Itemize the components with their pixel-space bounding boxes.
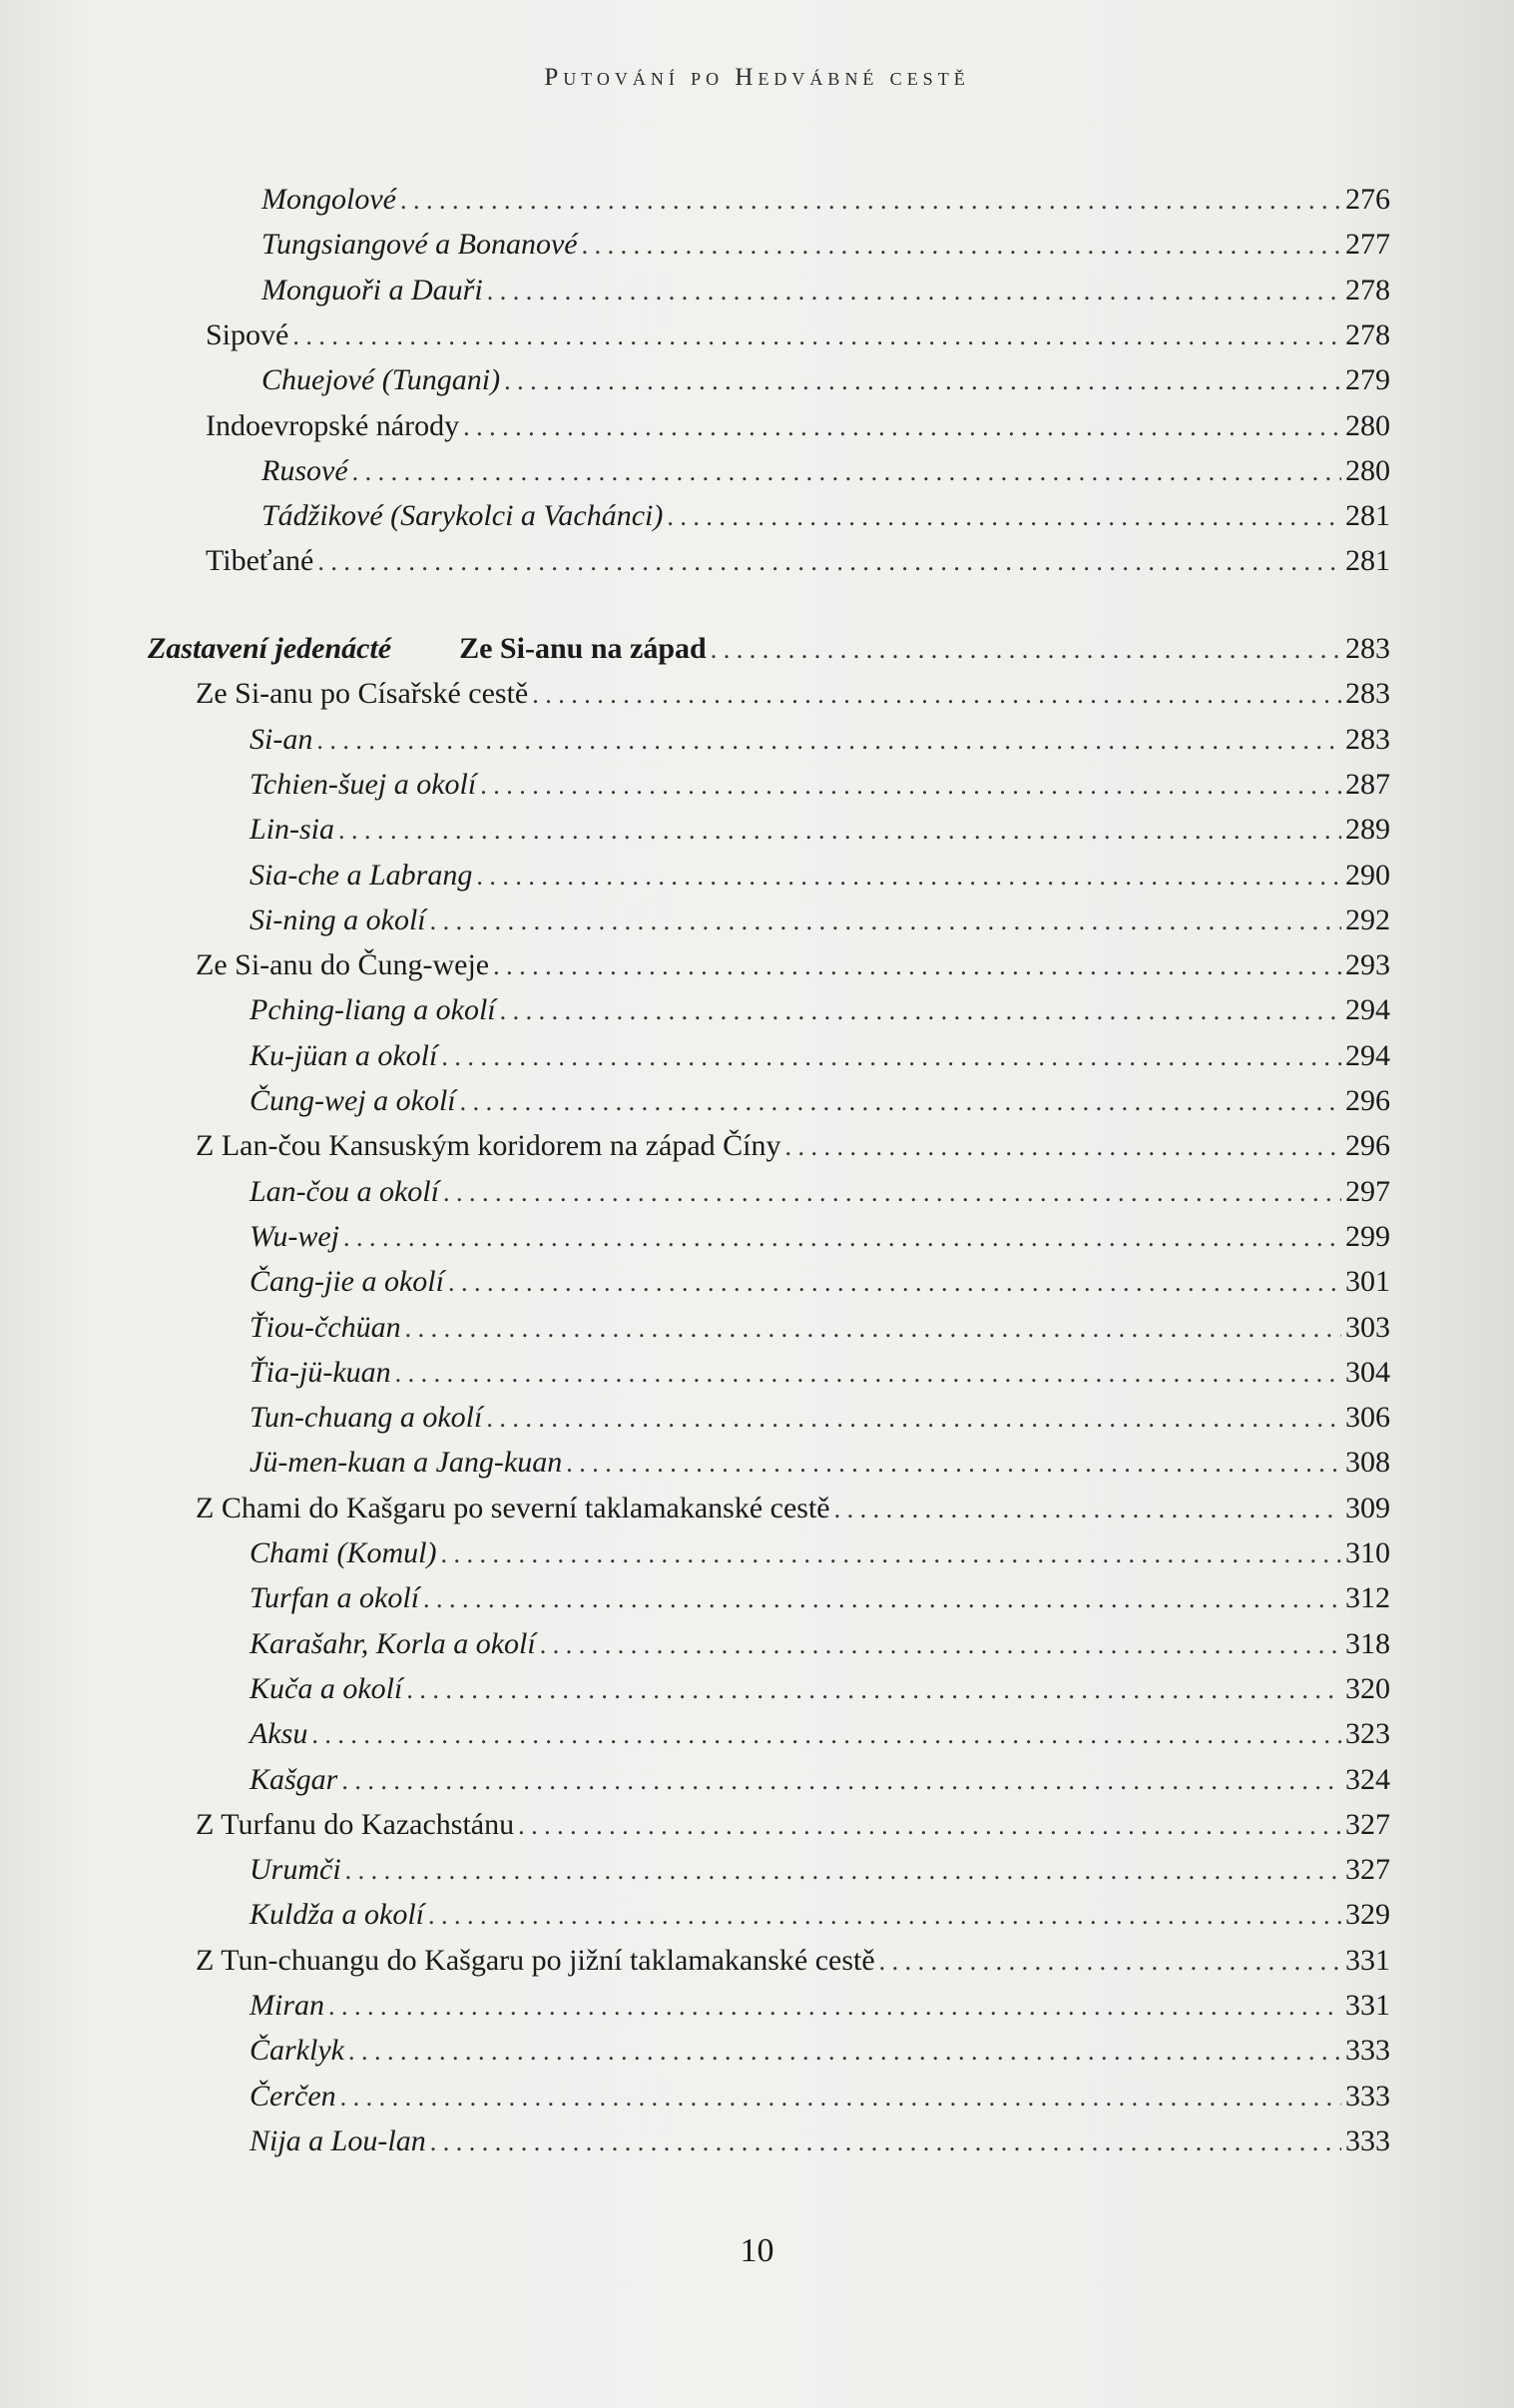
dot-leader	[348, 2032, 1341, 2072]
toc-entry-page: 308	[1345, 1446, 1390, 1480]
toc-entry	[250, 1353, 1390, 1393]
toc-entry-label: Turfan a okolí	[250, 1581, 420, 1615]
toc-entry	[250, 1081, 1390, 1121]
toc-entry-label: Lin-sia	[250, 813, 335, 847]
toc-entry	[250, 856, 1390, 896]
toc-entry	[261, 271, 1390, 310]
toc-entry-label: Jü-men-kuan a Jang-kuan	[250, 1446, 563, 1480]
toc-entry-page: 283	[1345, 722, 1390, 756]
toc-entry-page: 333	[1345, 2034, 1390, 2068]
toc-entry-label: Rusové	[261, 453, 348, 487]
dot-leader	[317, 542, 1341, 582]
dot-leader	[400, 181, 1341, 221]
chapter-title: Ze Si-anu na západ	[459, 632, 707, 665]
toc-entry	[250, 1578, 1390, 1618]
toc-entry	[261, 180, 1390, 220]
toc-entry-page: 287	[1345, 767, 1390, 801]
dot-leader	[405, 1309, 1341, 1349]
dot-leader	[343, 1218, 1341, 1258]
dot-leader	[311, 1715, 1341, 1755]
toc-entry-page: 310	[1345, 1536, 1390, 1569]
toc-entry	[250, 1624, 1390, 1664]
running-head: Putování po Hedvábné cestě	[544, 64, 970, 91]
toc-entry-label: Z Turfanu do Kazachstánu	[196, 1807, 515, 1841]
toc-entry	[196, 1941, 1390, 1981]
toc-entry-label: Kuldža a okolí	[250, 1898, 425, 1932]
toc-entry-label: Si-ning a okolí	[250, 903, 426, 936]
toc-entry-page: 281	[1345, 544, 1390, 578]
toc-entry-page: 303	[1345, 1310, 1390, 1344]
toc-entry	[250, 720, 1390, 760]
toc-entry	[250, 810, 1390, 850]
dot-leader	[667, 497, 1341, 537]
toc-entry	[261, 360, 1390, 400]
toc-entry-label: Kašgar	[250, 1762, 338, 1796]
toc-entry-label: Pching-liang a okolí	[250, 993, 496, 1027]
toc-entry	[250, 1172, 1390, 1212]
toc-entry-page: 323	[1345, 1717, 1390, 1751]
dot-leader	[340, 2078, 1341, 2117]
toc-entry-page: 304	[1345, 1355, 1390, 1389]
toc-entry-page: 306	[1345, 1401, 1390, 1435]
toc-entry-page: 290	[1345, 858, 1390, 892]
dot-leader	[430, 902, 1341, 941]
dot-leader	[406, 1670, 1341, 1710]
toc-entry-label: Tádžikové (Sarykolci a Vachánci)	[261, 499, 664, 533]
toc-entry-label: Čang-jie a okolí	[250, 1265, 444, 1299]
dot-leader	[443, 1173, 1341, 1213]
toc-entry-label: Urumči	[250, 1853, 341, 1887]
toc-entry-page: 318	[1345, 1626, 1390, 1660]
toc-entry-label: Miran	[250, 1989, 324, 2022]
toc-entry	[196, 1489, 1390, 1528]
toc-entry-label: Sipové	[206, 317, 289, 351]
dot-leader	[341, 1761, 1341, 1801]
toc-entry-page: 281	[1345, 499, 1390, 533]
toc-entry-label: Ze Si-anu po Císařské cestě	[196, 677, 529, 711]
toc-entry	[250, 1714, 1390, 1754]
toc-entry-label: Mongolové	[261, 183, 396, 216]
toc-entry-label: Wu-wej	[250, 1219, 339, 1253]
toc-entry-page: 296	[1345, 1084, 1390, 1117]
toc-entry-page: 289	[1345, 813, 1390, 847]
dot-leader	[338, 811, 1341, 851]
toc-entry-page: 329	[1345, 1898, 1390, 1932]
toc-entry	[206, 541, 1390, 581]
toc-entry-page: 333	[1345, 2079, 1390, 2112]
dot-leader	[518, 1806, 1341, 1846]
toc-entry	[250, 1760, 1390, 1800]
toc-entry	[196, 945, 1390, 985]
chapter-heading	[148, 629, 1390, 669]
toc-entry-page: 331	[1345, 1943, 1390, 1977]
toc-entry	[196, 1805, 1390, 1845]
toc-entry-label: Tchien-šuej a okolí	[250, 767, 477, 801]
toc-entry-page: 333	[1345, 2123, 1390, 2157]
toc-entry	[261, 496, 1390, 536]
toc-entry-page: 331	[1345, 1989, 1390, 2022]
toc-entry-page: 327	[1345, 1853, 1390, 1887]
dot-leader	[476, 857, 1341, 897]
toc-entry-page: 280	[1345, 453, 1390, 487]
toc-entry	[250, 1533, 1390, 1573]
toc-entry-label: Chami (Komul)	[250, 1536, 437, 1569]
toc-entry-label: Sia-che a Labrang	[250, 858, 473, 892]
toc-entry	[261, 225, 1390, 265]
dot-leader	[463, 407, 1341, 447]
toc-entry-page: 301	[1345, 1265, 1390, 1299]
toc-entry-page: 293	[1345, 948, 1390, 982]
dot-leader	[460, 1082, 1341, 1122]
dot-leader	[504, 361, 1341, 401]
toc-entry-label: Čerčen	[250, 2079, 336, 2112]
dot-leader	[711, 630, 1341, 670]
toc-entry-label: Ťia-jü-kuan	[250, 1355, 391, 1389]
toc-entry-label: Z Lan-čou Kansuským koridorem na západ Číny	[196, 1129, 781, 1163]
toc-entry-label: Tun-chuang a okolí	[250, 1401, 483, 1435]
dot-leader	[785, 1127, 1341, 1167]
toc-entry	[250, 1398, 1390, 1438]
toc-entry-page: 280	[1345, 408, 1390, 442]
toc-entry-label: Indoevropské národy	[206, 408, 460, 442]
toc-entry-label: Karašahr, Korla a okolí	[250, 1626, 536, 1660]
toc-entry-page: 283	[1345, 677, 1390, 711]
dot-leader	[500, 991, 1341, 1031]
toc-entry-page: 299	[1345, 1219, 1390, 1253]
dot-leader	[879, 1942, 1341, 1982]
toc-entry	[250, 1217, 1390, 1257]
toc-entry-label: Tibeťané	[206, 544, 314, 578]
toc-entry-page: 277	[1345, 228, 1390, 262]
dot-leader	[441, 1534, 1342, 1574]
toc-entry	[250, 2121, 1390, 2161]
toc-entry	[250, 990, 1390, 1030]
toc-entry-label: Nija a Lou-lan	[250, 2123, 426, 2157]
toc-entry	[206, 406, 1390, 446]
dot-leader	[480, 766, 1341, 806]
toc-entry	[250, 1895, 1390, 1935]
toc-entry	[250, 1669, 1390, 1709]
dot-leader	[540, 1625, 1341, 1665]
toc-entry	[250, 1262, 1390, 1302]
dot-leader	[395, 1354, 1341, 1394]
toc-entry-label: Monguoři a Dauři	[261, 273, 483, 306]
toc-entry-label: Lan-čou a okolí	[250, 1174, 439, 1208]
toc-entry	[250, 901, 1390, 940]
toc-entry-label: Si-an	[250, 722, 313, 756]
dot-leader	[566, 1444, 1341, 1484]
toc-entry	[206, 315, 1390, 355]
dot-leader	[352, 452, 1341, 492]
toc-entry-page: 294	[1345, 1038, 1390, 1072]
toc-entry	[250, 765, 1390, 805]
dot-leader	[834, 1490, 1341, 1529]
toc-entry-page: 294	[1345, 993, 1390, 1027]
toc-entry	[250, 2031, 1390, 2071]
dot-leader	[487, 272, 1341, 311]
toc-entry-page: 276	[1345, 183, 1390, 216]
toc-entry	[250, 1986, 1390, 2026]
toc-entry-label: Ťiou-čchüan	[250, 1310, 401, 1344]
toc-entry	[250, 1850, 1390, 1890]
toc-entry	[261, 451, 1390, 491]
dot-leader	[441, 1037, 1341, 1077]
toc-entry	[196, 1126, 1390, 1166]
toc-entry	[250, 1036, 1390, 1076]
toc-entry-page: 279	[1345, 363, 1390, 397]
toc-entry-page: 278	[1345, 273, 1390, 306]
dot-leader	[493, 946, 1341, 986]
chapter-page: 283	[1345, 632, 1390, 665]
toc-entry-page: 320	[1345, 1671, 1390, 1705]
toc-entry-page: 312	[1345, 1581, 1390, 1615]
dot-leader	[345, 1851, 1341, 1891]
dot-leader	[532, 675, 1341, 715]
dot-leader	[428, 1896, 1341, 1936]
toc-entry-page: 327	[1345, 1807, 1390, 1841]
toc-entry-label: Ze Si-anu do Čung-weje	[196, 948, 490, 982]
chapter-label: Zastavení jedenácté	[148, 632, 392, 665]
dot-leader	[582, 226, 1341, 266]
page-number: 10	[740, 2232, 774, 2269]
dot-leader	[292, 316, 1341, 356]
toc-entry-label: Tungsiangové a Bonanové	[261, 228, 578, 262]
toc-entry-page: 292	[1345, 903, 1390, 936]
dot-leader	[486, 1399, 1341, 1439]
toc-entry	[196, 674, 1390, 714]
toc-entry-label: Chuejové (Tungani)	[261, 363, 501, 397]
toc-entry-label: Aksu	[250, 1717, 308, 1751]
toc-entry-label: Čung-wej a okolí	[250, 1084, 456, 1117]
toc-entry-label: Čarklyk	[250, 2034, 344, 2068]
dot-leader	[328, 1987, 1341, 2027]
toc-entry-page: 309	[1345, 1491, 1390, 1524]
toc-entry-label: Z Chami do Kašgaru po severní taklamakanské cestě	[196, 1491, 830, 1524]
toc-entry-label: Ku-jüan a okolí	[250, 1038, 438, 1072]
toc-entry-page: 297	[1345, 1174, 1390, 1208]
toc-entry-label: Kuča a okolí	[250, 1671, 403, 1705]
dot-leader	[448, 1263, 1341, 1303]
toc-entry	[250, 1308, 1390, 1348]
toc-entry-label: Z Tun-chuangu do Kašgaru po jižní taklamakanské cestě	[196, 1943, 875, 1977]
dot-leader	[316, 721, 1341, 761]
toc-entry-page: 324	[1345, 1762, 1390, 1796]
toc-entry-page: 296	[1345, 1129, 1390, 1163]
toc-entry	[250, 1443, 1390, 1483]
toc-entry-page: 278	[1345, 317, 1390, 351]
dot-leader	[423, 1579, 1341, 1619]
dot-leader	[430, 2122, 1341, 2162]
toc-entry	[250, 2077, 1390, 2116]
